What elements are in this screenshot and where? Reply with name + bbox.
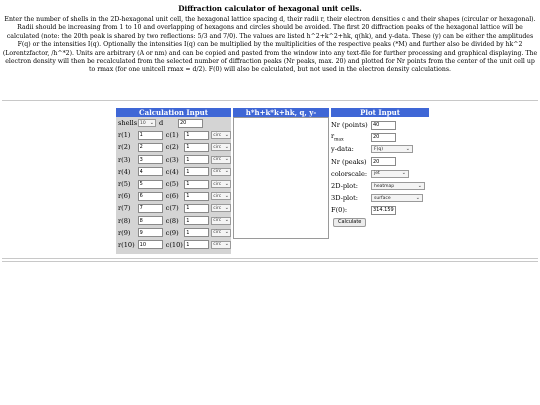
shape-select-value: circ xyxy=(213,218,222,224)
shape-select-value: circ xyxy=(213,169,222,175)
shape-select-value: circ xyxy=(213,193,222,199)
f0-output[interactable] xyxy=(371,206,396,215)
rmax-label-sub: max xyxy=(334,137,344,143)
chevron-down-icon: ⌄ xyxy=(417,182,422,189)
shape-select[interactable] xyxy=(211,217,231,225)
divider-top xyxy=(2,100,538,101)
c-label: c(7) xyxy=(165,204,179,213)
shape-select-value: circ xyxy=(213,132,222,138)
shape-select[interactable] xyxy=(211,204,231,212)
ydata-label: y-data: xyxy=(331,145,354,154)
r-label: r(3) xyxy=(118,155,131,164)
c-input[interactable] xyxy=(184,240,209,249)
r-label: r(6) xyxy=(118,192,131,201)
nr-points-input[interactable] xyxy=(371,121,396,130)
chevron-down-icon: ⌄ xyxy=(224,131,229,138)
r-input[interactable] xyxy=(138,180,163,189)
chevron-down-icon: ⌄ xyxy=(224,217,229,224)
c-input[interactable] xyxy=(184,155,209,164)
r-label: r(4) xyxy=(118,167,131,176)
r-input[interactable] xyxy=(138,228,163,237)
ydata-select[interactable] xyxy=(371,145,413,153)
shape-select-value: circ xyxy=(213,205,222,211)
r-label: r(8) xyxy=(118,216,131,225)
f0-label: F(0): xyxy=(331,206,348,215)
shape-select[interactable] xyxy=(211,241,231,249)
d-label: d xyxy=(159,119,164,128)
shape-select-value: circ xyxy=(213,144,222,150)
divider-bottom xyxy=(2,258,538,259)
output-textarea[interactable] xyxy=(233,117,329,239)
c-label: c(1) xyxy=(165,131,179,140)
shell-row xyxy=(116,166,231,178)
c-label: c(2) xyxy=(165,143,179,152)
page-title: Diffraction calculator of hexagonal unit cells. xyxy=(178,4,362,13)
calculation-input-header: Calculation Input xyxy=(116,108,231,117)
plot-input-header: Plot Input xyxy=(331,108,429,117)
shape-select[interactable] xyxy=(211,192,231,200)
c-label: c(4) xyxy=(165,167,179,176)
chevron-down-icon: ⌄ xyxy=(405,145,410,152)
r-label: r(5) xyxy=(118,180,131,189)
c-input[interactable] xyxy=(184,180,209,189)
shape-select-value: circ xyxy=(213,230,222,236)
r-input[interactable] xyxy=(138,192,163,201)
c-input[interactable] xyxy=(184,192,209,201)
calculate-button[interactable]: Calculate xyxy=(333,218,366,227)
shell-row xyxy=(116,227,231,239)
c-input[interactable] xyxy=(184,216,209,225)
nr-peaks-input[interactable] xyxy=(371,157,396,166)
chevron-down-icon: ⌄ xyxy=(415,194,420,201)
shape-select[interactable] xyxy=(211,131,231,139)
shape-select[interactable] xyxy=(211,156,231,164)
c-label: c(3) xyxy=(165,155,179,164)
chevron-down-icon: ⌄ xyxy=(224,168,229,175)
shape-select[interactable] xyxy=(211,180,231,188)
output-header: h*h+k*k+hk, q, y-data(q) xyxy=(233,108,329,117)
plot-input-body xyxy=(331,117,429,229)
shells-select[interactable] xyxy=(138,119,156,127)
shell-row xyxy=(116,215,231,227)
rmax-label xyxy=(331,132,371,142)
chevron-down-icon: ⌄ xyxy=(401,170,406,177)
chevron-down-icon: ⌄ xyxy=(224,192,229,199)
f0-row xyxy=(331,204,429,216)
shells-row xyxy=(116,117,231,129)
shape-select[interactable] xyxy=(211,229,231,237)
shell-rows xyxy=(116,129,231,251)
shape-select-value: circ xyxy=(213,242,222,248)
c-input[interactable] xyxy=(184,204,209,213)
r-input[interactable] xyxy=(138,143,163,152)
plot3d-select-value: surface xyxy=(374,195,391,201)
colorscale-row xyxy=(331,168,429,180)
c-input[interactable] xyxy=(184,143,209,152)
shells-select-value: 10 xyxy=(140,120,146,126)
shell-row xyxy=(116,154,231,166)
c-input[interactable] xyxy=(184,228,209,237)
rmax-input[interactable] xyxy=(371,133,396,142)
nr-points-row xyxy=(331,119,429,131)
shell-row xyxy=(116,178,231,190)
c-label: c(9) xyxy=(165,228,179,237)
output-panel xyxy=(233,108,329,239)
colorscale-select-value: jet xyxy=(374,171,380,177)
chevron-down-icon: ⌄ xyxy=(224,143,229,150)
plot2d-row xyxy=(331,180,429,192)
shape-select[interactable] xyxy=(211,168,231,176)
divider-bottom-2 xyxy=(2,261,538,262)
r-input[interactable] xyxy=(138,167,163,176)
chevron-down-icon: ⌄ xyxy=(224,156,229,163)
shells-label: shells xyxy=(118,119,138,128)
r-input[interactable] xyxy=(138,216,163,225)
plot3d-label: 3D-plot: xyxy=(331,194,359,203)
plot2d-select-value: heatmap xyxy=(374,183,395,189)
c-label: c(5) xyxy=(165,180,179,189)
calculate-row xyxy=(331,217,429,229)
chevron-down-icon: ⌄ xyxy=(224,241,229,248)
ydata-row xyxy=(331,143,429,155)
shell-row xyxy=(116,239,231,251)
r-label: r(9) xyxy=(118,228,131,237)
r-label: r(1) xyxy=(118,131,131,140)
chevron-down-icon: ⌄ xyxy=(149,119,154,126)
nr-peaks-label: Nr (peaks) xyxy=(331,157,367,166)
intro-paragraph: Enter the number of shells in the 2D-hexagonal unit cell, the hexagonal lattice spacing d, their radii r, their electron densities c and their shapes (circular or hexagonal). Radii should be increasing from 1 to 10 and overlapping of hexagons and circles should be avoided. The first 20 diffraction peaks of the hexagonal lattice will be calculated (note: the 20th peak is shared by two reflections: 5/3 and 7/0). The values are listed h^2+k^2+hk, q(hk), and y-data. These (y) can be either the amplitudes F(q) or the intensities I(q). Optionally the intensities I(q) can be multiplied by the multiplicities of the respective peaks (*M) and further also be divided by hk^2 (Lorentzfactor, /h^*2). Units are arbitrary (A or nm) and can be copied and pasted from the window into any text-file for further processing and graphical displaying. The electron density will then be recalculated from the selected number of diffraction peaks (Nr peaks, max. 20) and plotted for Nr points from the center of the unit cell up to rmax (for one unitcell rmax = d/2). F(0) will also be calculated, but not used in the electron density calculations. xyxy=(2,16,538,74)
colorscale-label: colorscale: xyxy=(331,169,368,178)
nr-peaks-row xyxy=(331,156,429,168)
shell-row xyxy=(116,129,231,141)
r-input[interactable] xyxy=(138,155,163,164)
plot3d-select[interactable] xyxy=(371,194,423,202)
shape-select[interactable] xyxy=(211,143,231,151)
r-input[interactable] xyxy=(138,131,163,140)
c-input[interactable] xyxy=(184,131,209,140)
chevron-down-icon: ⌄ xyxy=(224,229,229,236)
plot-input-panel xyxy=(331,108,429,229)
chevron-down-icon: ⌄ xyxy=(224,180,229,187)
ydata-select-value: F(q) xyxy=(374,146,383,152)
d-input[interactable] xyxy=(178,119,203,128)
shell-row xyxy=(116,141,231,153)
r-label: r(7) xyxy=(118,204,131,213)
shape-select-value: circ xyxy=(213,181,222,187)
rmax-label-main: r xyxy=(331,132,335,141)
rmax-row xyxy=(331,131,429,143)
shape-select-value: circ xyxy=(213,157,222,163)
shell-row xyxy=(116,202,231,214)
intro-text xyxy=(2,16,538,75)
plot2d-select[interactable] xyxy=(371,182,425,190)
shell-row xyxy=(116,190,231,202)
c-label: c(8) xyxy=(165,216,179,225)
chevron-down-icon: ⌄ xyxy=(224,204,229,211)
r-input[interactable] xyxy=(138,240,163,249)
plot3d-row xyxy=(331,192,429,204)
plot2d-label: 2D-plot: xyxy=(331,182,359,191)
colorscale-select[interactable] xyxy=(371,170,409,178)
r-input[interactable] xyxy=(138,204,163,213)
r-label: r(2) xyxy=(118,143,131,152)
nr-points-label: Nr (points) xyxy=(331,121,368,130)
r-label: r(10) xyxy=(118,240,135,249)
calculation-input-panel xyxy=(116,108,231,254)
c-label: c(10) xyxy=(165,240,183,249)
c-input[interactable] xyxy=(184,167,209,176)
c-label: c(6) xyxy=(165,192,179,201)
